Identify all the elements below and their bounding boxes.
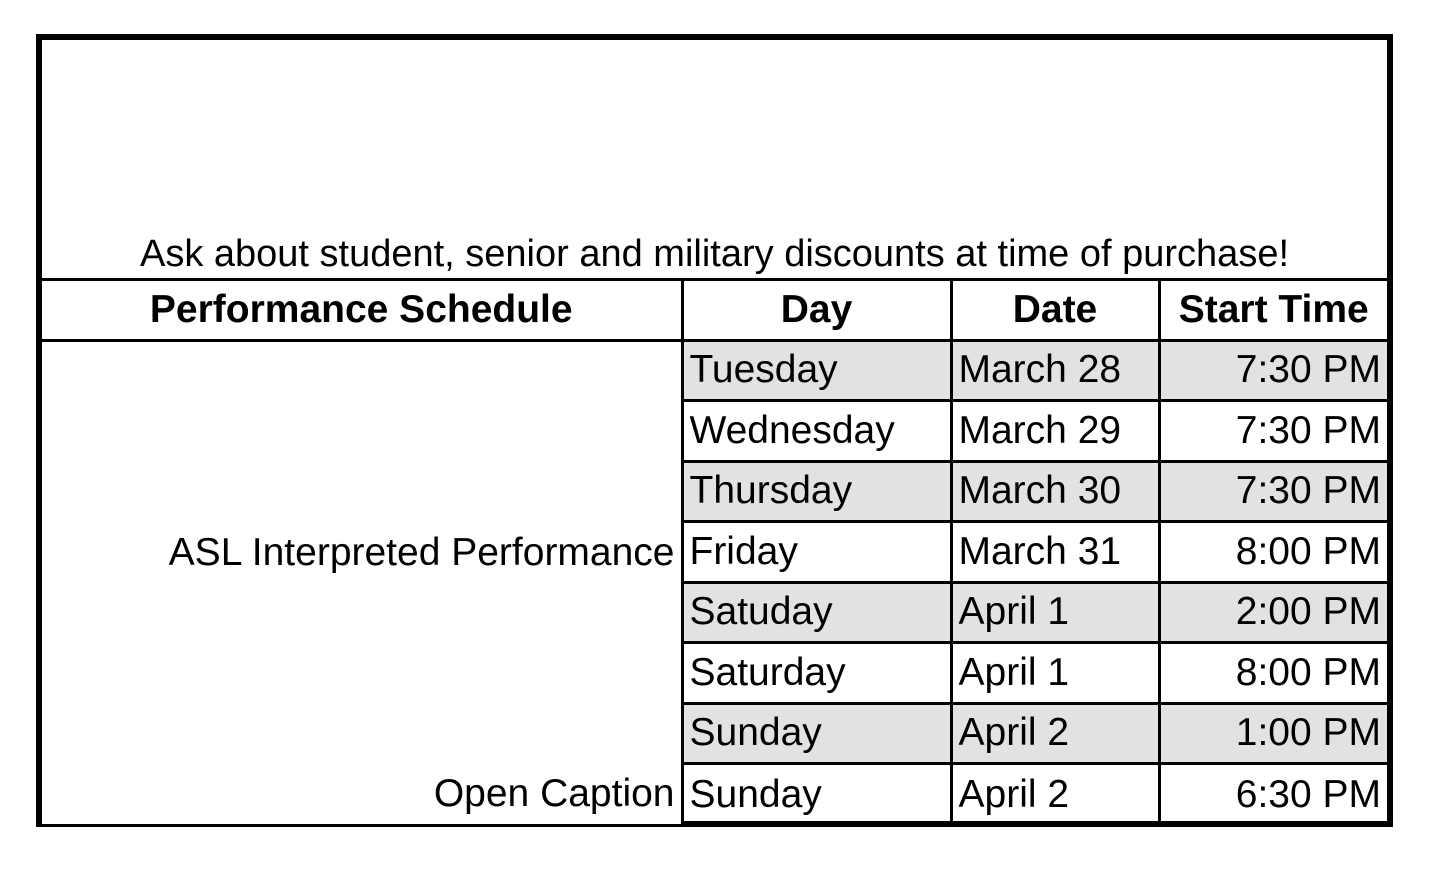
day-cell: Sunday xyxy=(682,764,951,825)
day-cell: Saturday xyxy=(682,643,951,704)
date-cell: March 30 xyxy=(951,461,1159,522)
date-cell: April 1 xyxy=(951,582,1159,643)
table-row xyxy=(42,340,1387,401)
date-cell: April 1 xyxy=(951,643,1159,704)
asl-interpreted-label: ASL Interpreted Performance xyxy=(42,340,682,764)
time-cell: 7:30 PM xyxy=(1159,340,1387,401)
time-cell: 7:30 PM xyxy=(1159,461,1387,522)
date-cell: March 29 xyxy=(951,401,1159,462)
time-cell: 2:00 PM xyxy=(1159,582,1387,643)
time-cell: 8:00 PM xyxy=(1159,522,1387,583)
open-caption-label: Open Caption xyxy=(42,764,682,825)
table-row xyxy=(42,764,1387,825)
day-cell: Thursday xyxy=(682,461,951,522)
schedule-frame xyxy=(36,34,1393,827)
table-header-row xyxy=(42,280,1387,341)
day-cell: Satuday xyxy=(682,582,951,643)
discount-notice: Ask about student, senior and military discounts at time of purchase! xyxy=(139,233,1290,275)
date-cell: March 28 xyxy=(951,340,1159,401)
date-cell: March 31 xyxy=(951,522,1159,583)
time-cell: 1:00 PM xyxy=(1159,703,1387,764)
date-cell: April 2 xyxy=(951,703,1159,764)
day-cell: Friday xyxy=(682,522,951,583)
header-date: Date xyxy=(951,280,1159,341)
performance-schedule-table xyxy=(42,278,1387,824)
header-day: Day xyxy=(682,280,951,341)
day-cell: Sunday xyxy=(682,703,951,764)
day-cell: Tuesday xyxy=(682,340,951,401)
time-cell: 6:30 PM xyxy=(1159,764,1387,825)
time-cell: 8:00 PM xyxy=(1159,643,1387,704)
day-cell: Wednesday xyxy=(682,401,951,462)
date-cell: April 2 xyxy=(951,764,1159,825)
header-start-time: Start Time xyxy=(1159,280,1387,341)
header-performance-schedule: Performance Schedule xyxy=(42,280,682,341)
time-cell: 7:30 PM xyxy=(1159,401,1387,462)
